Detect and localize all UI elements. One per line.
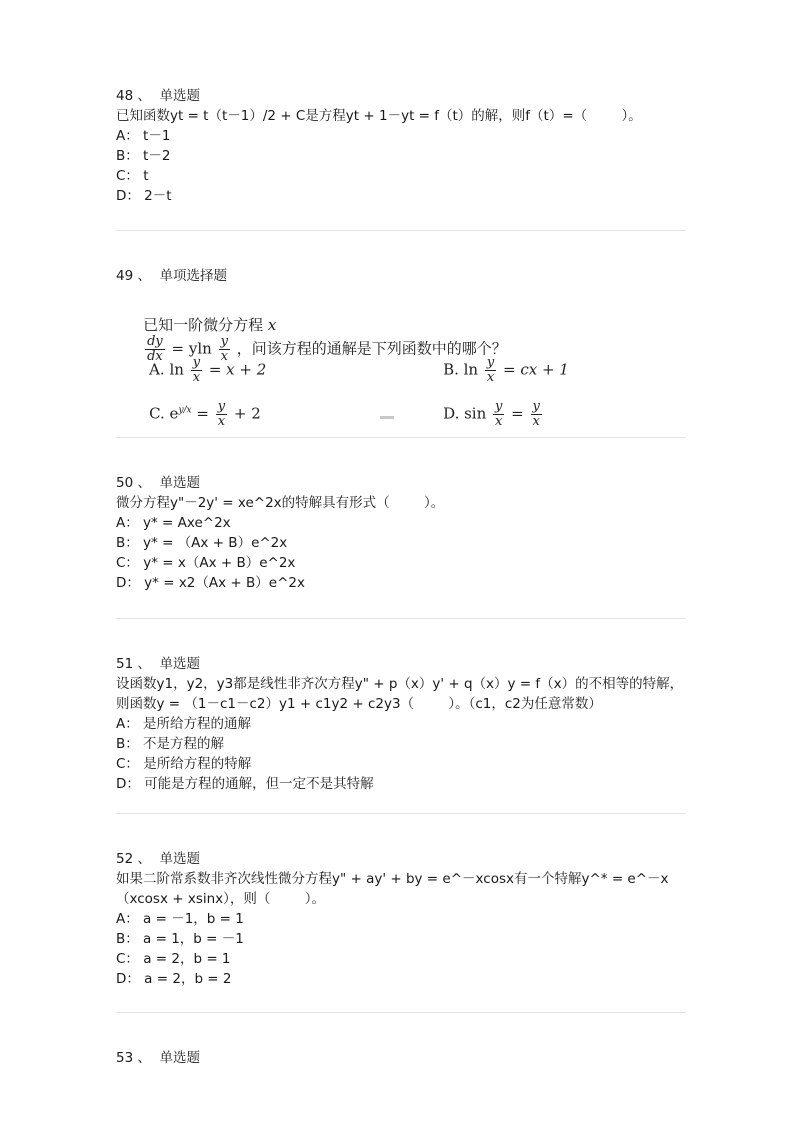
question-header: 53 、 单选题 bbox=[116, 1050, 201, 1066]
divider bbox=[116, 1012, 686, 1013]
question-49 bbox=[116, 266, 686, 286]
option-a[interactable]: A： 是所给方程的通解 bbox=[116, 716, 252, 732]
option-c[interactable]: C： y* = x（Ax + B）e^2x bbox=[116, 555, 296, 571]
question-stem-line-2: 则函数y = （1－c1－c2）y1 + c1y2 + c2y3（ ）。（c1，c2为任意常数） bbox=[116, 696, 602, 712]
question-stem: 已知一阶微分方程 x $\frac{dy}{dx}$ = yln $\frac{y}{x}$ ，问该方程的通解是下列函数中的哪个？ bbox=[143, 316, 507, 364]
question-48 bbox=[116, 86, 686, 206]
question-stem-line-1: 如果二阶常系数非齐次线性微分方程y" + ay' + by = e^－xcosx有一个特解y^* = e^－x bbox=[116, 871, 669, 887]
scan-artifact bbox=[380, 416, 394, 419]
question-53 bbox=[116, 1048, 686, 1068]
option-c[interactable]: C： a = 2，b = 1 bbox=[116, 951, 231, 967]
fraction-y-x: $\frac{y}{x}$ bbox=[220, 334, 228, 364]
option-d[interactable]: D： a = 2，b = 2 bbox=[116, 971, 232, 987]
divider bbox=[116, 437, 686, 438]
option-a[interactable]: A： t－1 bbox=[116, 128, 171, 144]
option-b[interactable]: B： y* = （Ax + B）e^2x bbox=[116, 535, 288, 551]
option-b[interactable]: B： 不是方程的解 bbox=[116, 736, 225, 752]
option-c[interactable]: C. $e^{y/x}$ = $\frac{y}{x}$ + 2 bbox=[149, 399, 261, 429]
option-b[interactable]: B. ln $\frac{y}{x}$ = cx + 1 bbox=[443, 355, 569, 385]
option-d[interactable]: D： 可能是方程的通解，但一定不是其特解 bbox=[116, 776, 374, 792]
option-a[interactable]: A： y* = Axe^2x bbox=[116, 515, 231, 531]
question-stem: 已知函数yt = t（t－1）/2 + C是方程yt + 1－yt = f（t）的解，则f（t）=（ ）。 bbox=[116, 108, 642, 124]
question-51 bbox=[116, 654, 686, 794]
option-a[interactable]: A： a = －1，b = 1 bbox=[116, 911, 244, 927]
option-a[interactable]: A. ln $\frac{y}{x}$ = x + 2 bbox=[149, 355, 267, 385]
question-header: 48 、 单选题 bbox=[116, 88, 201, 104]
question-header: 51 、 单选题 bbox=[116, 656, 201, 672]
divider bbox=[116, 813, 686, 814]
question-header: 49 、 单项选择题 bbox=[116, 268, 228, 284]
question-stem-line-2: （xcosx + xsinx），则（ ）。 bbox=[116, 891, 325, 907]
question-49-math-image bbox=[116, 290, 676, 430]
question-header: 50 、 单选题 bbox=[116, 475, 201, 491]
question-52 bbox=[116, 849, 686, 989]
option-b[interactable]: B： a = 1，b = －1 bbox=[116, 931, 244, 947]
option-c[interactable]: C： 是所给方程的特解 bbox=[116, 756, 252, 772]
option-b[interactable]: B： t－2 bbox=[116, 148, 171, 164]
option-d[interactable]: D： 2－t bbox=[116, 188, 172, 204]
question-stem-line-1: 设函数y1，y2，y3都是线性非齐次方程y" + p（x）y' + q（x）y = f（x）的不相等的特解， bbox=[116, 676, 684, 692]
option-d[interactable]: D： y* = x2（Ax + B）e^2x bbox=[116, 575, 305, 591]
divider bbox=[116, 618, 686, 619]
divider bbox=[116, 230, 686, 231]
fraction-dy-dx: $\frac{dy}{dx}$ bbox=[147, 334, 163, 364]
question-header: 52 、 单选题 bbox=[116, 851, 201, 867]
option-d[interactable]: D. sin $\frac{y}{x}$ = $\frac{y}{x}$ bbox=[443, 399, 540, 429]
question-50 bbox=[116, 473, 686, 593]
question-stem: 微分方程y"－2y' = xe^2x的特解具有形式（ ）。 bbox=[116, 495, 445, 511]
option-c[interactable]: C： t bbox=[116, 168, 149, 184]
